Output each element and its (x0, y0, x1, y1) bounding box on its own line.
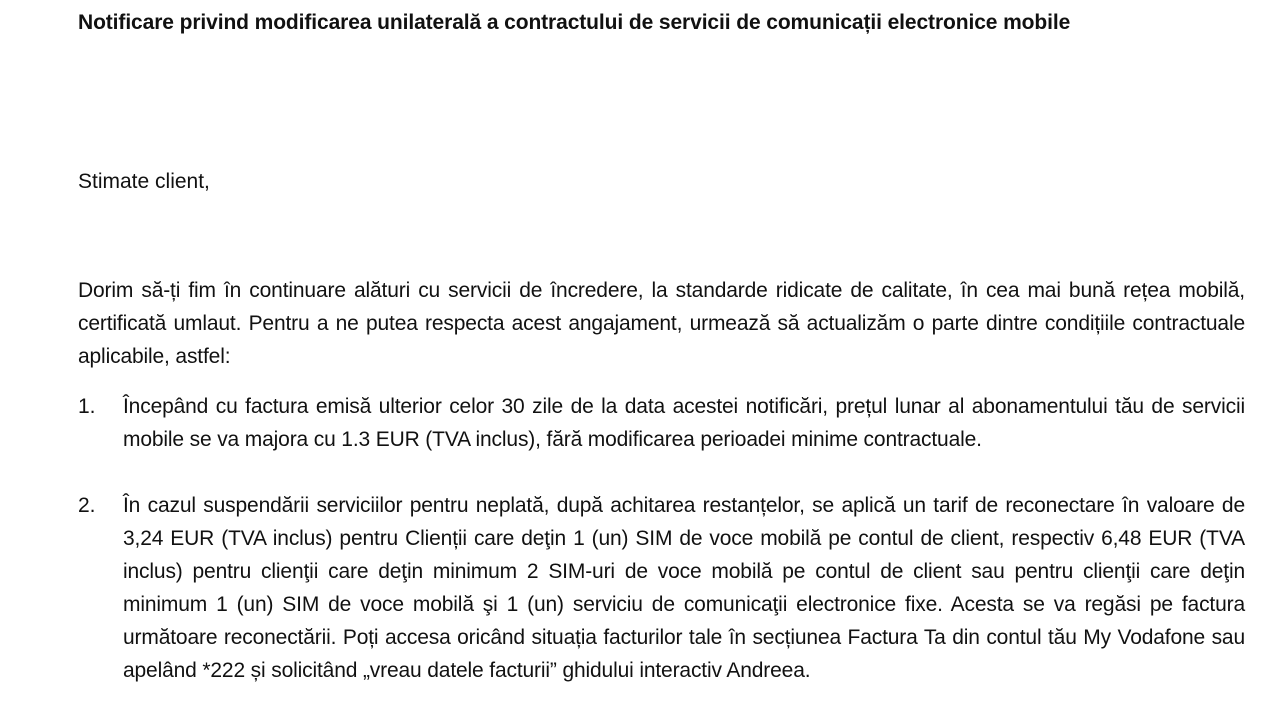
list-item-text: În cazul suspendării serviciilor pentru neplată, după achitarea restanțelor, se aplică un tarif de reconectare în valoare de 3,24 EUR (TVA inclus) pentru Clienții care deţin 1 (un) SIM de voce mobilă pe contul de client, respectiv 6,48 EUR (TVA inclus) pentru clienţii care deţin minimum 2 SIM-uri de voce mobilă pe contul de client sau pentru clienţii care deţin minimum 1 (un) SIM de voce mobilă şi 1 (un) serviciu de comunicaţii electronice fixe. Acesta se va regăsi pe factura următoare reconectării. Poți accesa oricând situația facturilor tale în secțiunea Factura Ta din contul tău My Vodafone sau apelând *222 și solicitând „vreau datele facturii” ghidului interactiv Andreea. (123, 494, 1245, 682)
intro-paragraph: Dorim să-ți fim în continuare alături cu servicii de încredere, la standarde ridicate de calitate, în cea mai bună rețea mobilă, certificată umlaut. Pentru a ne putea respecta acest angajament, urmează să actualizăm o parte dintre condițiile contractuale aplicabile, astfel: (78, 279, 1245, 368)
greeting: Stimate client, (78, 170, 210, 193)
list-item-text: Începând cu factura emisă ulterior celor 30 zile de la data acestei notificări, prețul lunar al abonamentului tău de servicii mobile se va majora cu 1.3 EUR (TVA inclus), fără modificarea perioadei minime contractuale. (123, 395, 1245, 451)
page-title: Notificare privind modificarea unilaterală a contractului de servicii de comunicații electronice mobile (78, 11, 1071, 34)
list-item-number: 1. (78, 395, 96, 418)
list-item-number: 2. (78, 494, 96, 517)
